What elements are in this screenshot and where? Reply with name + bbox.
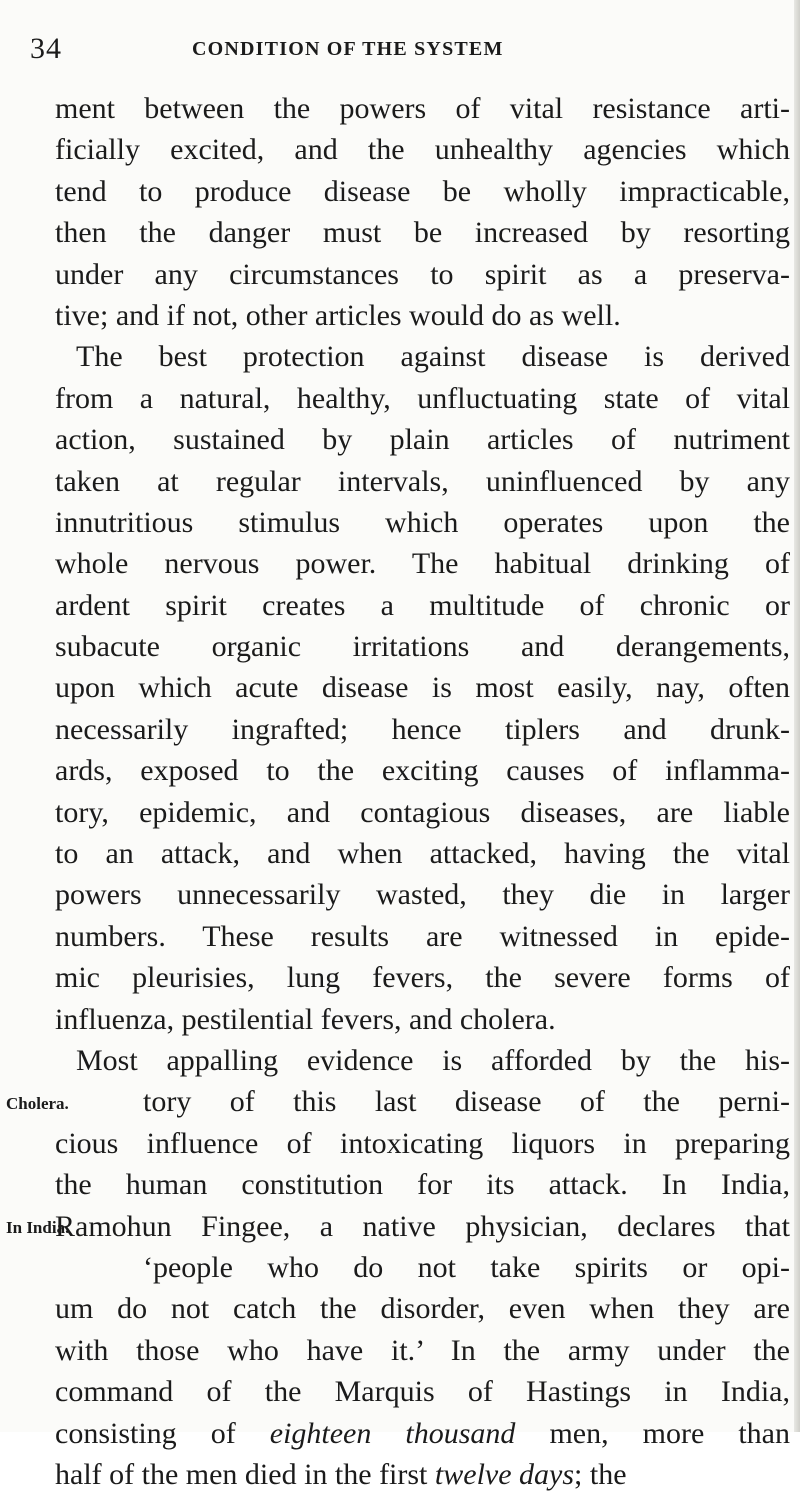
text-line: subacute organic irritations and derangements, bbox=[55, 630, 790, 664]
text-line: innutritious stimulus which operates upon the bbox=[55, 505, 790, 539]
text-line: tend to produce disease be wholly impracticable, bbox=[55, 174, 790, 208]
text-line: influenza, pestilential fevers, and cholera. bbox=[55, 1002, 556, 1036]
text-line: um do not catch the disorder, even when they are bbox=[55, 1292, 790, 1326]
italic-thousand: thousand bbox=[405, 1416, 516, 1450]
text-line: tive; and if not, other articles would do as well. bbox=[55, 298, 621, 332]
text-line: the human constitution for its attack. In India, bbox=[55, 1168, 790, 1202]
page-number: 34 bbox=[30, 32, 62, 65]
text-line: command of the Marquis of Hastings in India, bbox=[55, 1375, 790, 1409]
italic-twelve-days: twelve days bbox=[434, 1457, 575, 1491]
text-segment bbox=[371, 1417, 405, 1450]
text-line: The best protection against disease is derived bbox=[76, 340, 790, 374]
running-head: CONDITION OF THE SYSTEM bbox=[192, 38, 504, 60]
text-line: powers unnecessarily wasted, they die in larger bbox=[55, 878, 790, 912]
text-line: tory of this last disease of the perni- bbox=[143, 1085, 790, 1119]
text-line: Most appalling evidence is afforded by the his- bbox=[76, 1043, 790, 1077]
page-header bbox=[30, 32, 750, 72]
text-line: action, sustained by plain articles of nutriment bbox=[55, 423, 790, 457]
text-segment: consisting of bbox=[55, 1416, 270, 1450]
side-note-in-india: In India. bbox=[6, 1218, 70, 1237]
side-note-cholera: Cholera. bbox=[6, 1094, 69, 1113]
body-text bbox=[55, 88, 790, 1495]
text-line: mic pleurisies, lung fevers, the severe forms of bbox=[55, 961, 790, 995]
text-line: tory, epidemic, and contagious diseases, are liable bbox=[55, 795, 790, 829]
text-line: ards, exposed to the exciting causes of inflamma- bbox=[55, 754, 790, 788]
text-line: ardent spirit creates a multitude of chronic or bbox=[55, 588, 790, 622]
text-line: Ramohun Fingee, a native physician, declares that bbox=[55, 1209, 790, 1243]
text-line: cious influence of intoxicating liquors in preparing bbox=[55, 1126, 790, 1160]
text-line: necessarily ingrafted; hence tiplers and drunk- bbox=[55, 712, 790, 746]
page-edge-shadow bbox=[794, 0, 800, 1432]
text-line: with those who have it.’ In the army under the bbox=[55, 1333, 790, 1367]
text-line: taken at regular intervals, uninfluenced by any bbox=[55, 464, 790, 498]
text-segment: ; the bbox=[574, 1457, 627, 1491]
text-line: ficially excited, and the unhealthy agencies which bbox=[55, 133, 790, 167]
text-line: ment between the powers of vital resistance arti- bbox=[55, 92, 790, 125]
italic-eighteen: eighteen bbox=[269, 1416, 372, 1450]
text-line: under any circumstances to spirit as a preserva- bbox=[55, 257, 790, 291]
text-line: to an attack, and when attacked, having the vital bbox=[55, 837, 790, 871]
text-line: ‘people who do not take spirits or opi- bbox=[143, 1250, 790, 1284]
text-line-italic-eighteen-thousand bbox=[55, 1413, 790, 1454]
text-line: from a natural, healthy, unfluctuating state of vital bbox=[55, 381, 790, 415]
text-line: numbers. These results are witnessed in epide- bbox=[55, 919, 790, 953]
text-segment: half of the men died in the first bbox=[55, 1457, 435, 1491]
text-line: upon which acute disease is most easily, nay, often bbox=[55, 671, 790, 705]
text-line: whole nervous power. The habitual drinking of bbox=[55, 547, 790, 581]
text-line: then the danger must be increased by resorting bbox=[55, 216, 790, 250]
text-line-italic-twelve-days bbox=[55, 1454, 790, 1495]
text-segment: men, more than bbox=[515, 1416, 790, 1450]
